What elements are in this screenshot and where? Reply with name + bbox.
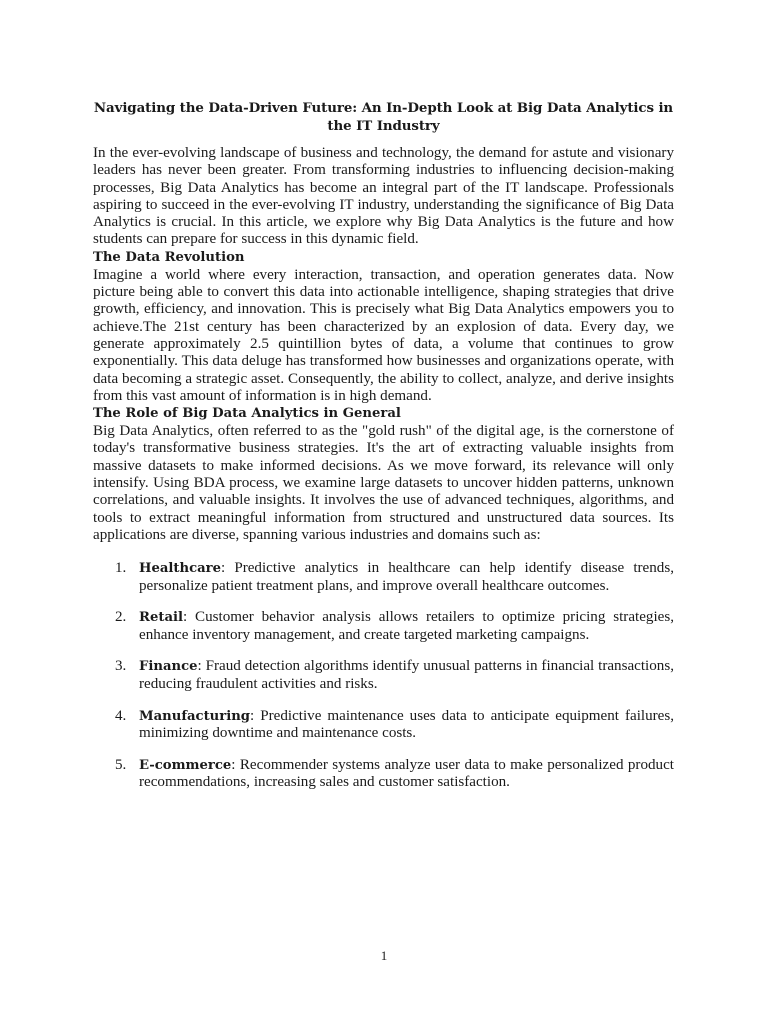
document-page xyxy=(93,99,674,806)
list-item-number: 4. xyxy=(115,707,127,724)
list-item-number: 2. xyxy=(115,609,127,626)
list-item-text: : Recommender systems analyze user data to make personalized product recommendations, increasing sales and customer satisfaction. xyxy=(139,756,674,790)
list-item xyxy=(93,560,674,595)
section-heading-data-revolution: The Data Revolution xyxy=(93,249,245,265)
section-heading-role-of-bda: The Role of Big Data Analytics in General xyxy=(93,406,401,422)
data-revolution-paragraph: Imagine a world where every interaction, transaction, and operation generates data. Now picture being able to convert this data into actionable intelligence, shaping strategies that drive growth, efficiency, and innovation. This is precisely what Big Data Analytics empowers you to achieve.The 21st century has been characterized by an explosion of data. Every day, we generate approximately 2.5 quintillion bytes of data, a volume that continues to grow exponentially. This data deluge has transformed how businesses and organizations operate, with data becoming a strategic asset. Consequently, the ability to collect, analyze, and derive insights from this vast amount of information is in high demand. xyxy=(93,266,674,404)
list-item-term: Manufacturing xyxy=(139,708,251,724)
list-item-text: : Predictive analytics in healthcare can help identify disease trends, personalize patient treatment plans, and improve overall healthcare outcomes. xyxy=(139,560,674,594)
list-item-term: Healthcare xyxy=(139,561,221,577)
intro-paragraph: In the ever-evolving landscape of business and technology, the demand for astute and visionary leaders has never been greater. From transforming industries to influencing decision-making processes, Big Data Analytics has become an integral part of the IT landscape. Professionals aspiring to succeed in the ever-evolving IT industry, understanding the significance of Big Data Analytics is crucial. In this article, we explore why Big Data Analytics is the future and how students can prepare for success in this dynamic field. xyxy=(93,145,674,248)
list-item-text: : Customer behavior analysis allows retailers to optimize pricing strategies, enhance inventory management, and create targeted marketing campaigns. xyxy=(139,609,674,643)
list-item xyxy=(93,757,674,792)
list-item-number: 3. xyxy=(115,658,127,675)
list-item-term: E-commerce xyxy=(139,757,232,773)
page-number: 1 xyxy=(380,948,388,963)
list-item-number: 5. xyxy=(115,756,127,773)
list-item-number: 1. xyxy=(115,560,127,577)
list-item xyxy=(93,609,674,644)
list-item xyxy=(93,708,674,743)
list-item-text: : Predictive maintenance uses data to anticipate equipment failures, minimizing downtime and maintenance costs. xyxy=(139,707,674,741)
applications-list xyxy=(93,560,674,791)
list-item xyxy=(93,658,674,693)
role-of-bda-paragraph: Big Data Analytics, often referred to as the "gold rush" of the digital age, is the cornerstone of today's transformative business strategies. It's the art of extracting valuable insights from massive datasets to make informed decisions. As we move forward, its relevance will only intensify. Using BDA process, we examine large datasets to uncover hidden patterns, unknown correlations, and valuable insights. It involves the use of advanced techniques, algorithms, and tools to extract meaningful information from structured and unstructured data sources. Its applications are diverse, spanning various industries and domains such as: xyxy=(93,423,674,543)
document-title: Navigating the Data-Driven Future: An In-Depth Look at Big Data Analytics in the IT Industry xyxy=(93,100,674,134)
list-item-text: : Fraud detection algorithms identify unusual patterns in financial transactions, reducing fraudulent activities and risks. xyxy=(139,658,674,692)
list-item-term: Retail xyxy=(139,610,184,626)
list-item-term: Finance xyxy=(139,659,198,675)
